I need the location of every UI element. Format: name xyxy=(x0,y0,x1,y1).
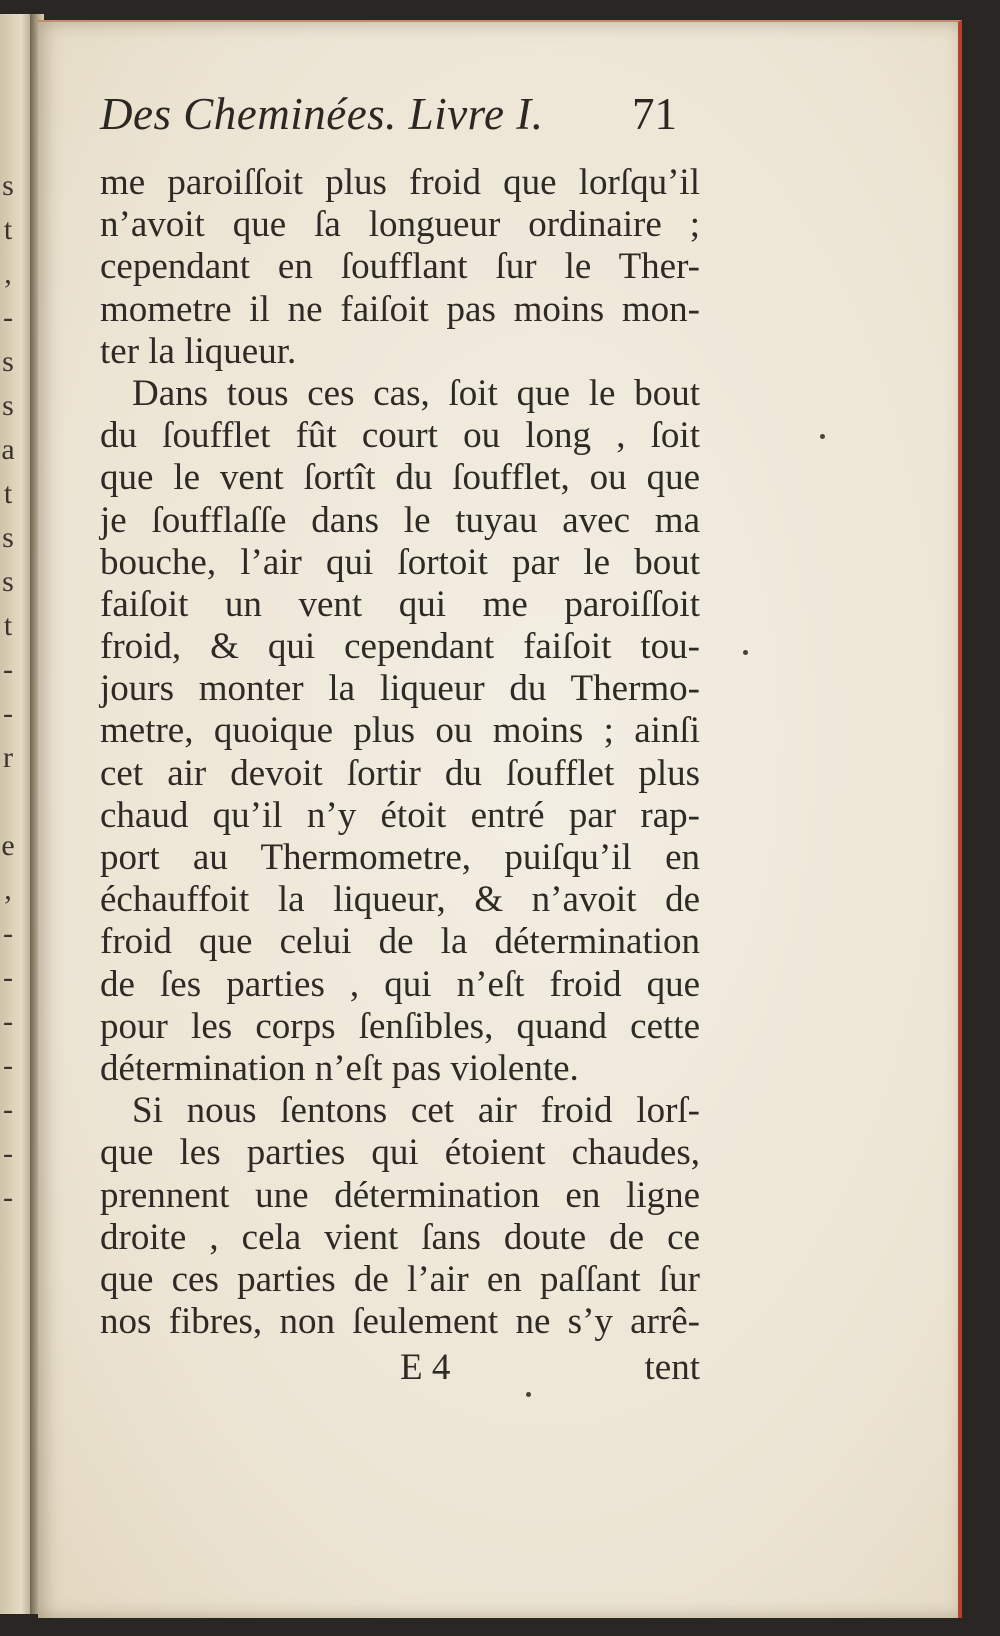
text-line: que les parties qui étoient chaudes, xyxy=(100,1132,700,1174)
page-number: 71 xyxy=(632,89,677,139)
text-line: que le vent ſortît du ſoufflet, ou que xyxy=(100,457,700,499)
facing-page-letter: - xyxy=(3,1005,13,1038)
facing-page-letter: - xyxy=(3,1093,13,1126)
facing-page-letter xyxy=(0,780,16,824)
text-line: prennent une détermination en ligne xyxy=(100,1174,700,1216)
facing-page-letter: e xyxy=(1,829,15,862)
facing-page-letter: - xyxy=(3,697,13,730)
paper-speck xyxy=(743,650,748,655)
running-title: Des Cheminées. Livre I. xyxy=(100,89,544,139)
text-line: je ſoufflaſſe dans le tuyau avec ma xyxy=(100,499,700,541)
text-line: échauffoit la liqueur, & n’avoit de xyxy=(100,879,700,921)
facing-page-letter: - xyxy=(3,1181,13,1214)
body-text xyxy=(100,162,700,1343)
facing-page-letter: - xyxy=(3,917,13,950)
catchword: tent xyxy=(644,1347,700,1388)
text-line: metre, quoique plus ou moins ; ainſi xyxy=(100,710,700,752)
paper-speck xyxy=(526,1392,531,1397)
facing-page-letter: - xyxy=(3,1137,13,1170)
page-header xyxy=(100,88,700,158)
facing-page-letter: a xyxy=(1,433,15,466)
text-line: Dans tous ces cas, ſoit que le bout xyxy=(132,372,700,414)
paper-speck xyxy=(820,434,825,439)
text-line: faiſoit un vent qui me paroiſſoit xyxy=(100,583,700,625)
text-line: me paroiſſoit plus froid que lorſqu’il xyxy=(100,162,700,203)
facing-page-letter: , xyxy=(4,257,12,290)
facing-page-letter: s xyxy=(2,565,14,598)
facing-page-letter: s xyxy=(2,169,14,202)
text-line: que ces parties de l’air en paſſant ſur xyxy=(100,1258,700,1300)
facing-page-letter: , xyxy=(4,873,12,906)
signature-mark: E 4 xyxy=(400,1347,451,1388)
text-line: ter la liqueur. xyxy=(100,330,297,372)
text-line: mometre il ne faiſoit pas moins mon- xyxy=(100,288,700,330)
text-line: froid que celui de la détermination xyxy=(100,921,700,963)
text-line: n’avoit que ſa longueur ordinaire ; xyxy=(100,204,700,246)
facing-page-letter: s xyxy=(2,521,14,554)
facing-page-letter: r xyxy=(3,741,13,774)
facing-page-letter: s xyxy=(2,389,14,422)
text-line: cet air devoit ſortir du ſoufflet plus xyxy=(100,752,700,794)
facing-page-letters xyxy=(0,164,16,1220)
text-line: détermination n’eſt pas violente. xyxy=(100,1047,579,1089)
text-line: de ſes parties , qui n’eſt froid que xyxy=(100,963,700,1005)
text-line: cependant en ſoufflant ſur le Ther- xyxy=(100,246,700,288)
facing-page-letter: t xyxy=(3,477,13,510)
text-line: droite , cela vient ſans doute de ce xyxy=(100,1216,700,1258)
facing-page-letter: - xyxy=(3,961,13,994)
facing-page-letter: - xyxy=(3,653,13,686)
page-footer xyxy=(100,1346,700,1392)
facing-page-edge xyxy=(0,14,30,1614)
facing-page-letter: t xyxy=(3,213,13,246)
text-line: du ſoufflet fût court ou long , ſoit xyxy=(100,415,700,457)
text-line: Si nous ſentons cet air froid lorſ- xyxy=(132,1090,700,1132)
text-line: pour les corps ſenſibles, quand cette xyxy=(100,1005,700,1047)
text-line: nos fibres, non ſeulement ne s’y arrê- xyxy=(100,1301,700,1343)
text-line: froid, & qui cependant faiſoit tou- xyxy=(100,626,700,668)
facing-page-letter: - xyxy=(3,1049,13,1082)
facing-page-letter: s xyxy=(2,345,14,378)
text-line: jours monter la liqueur du Thermo- xyxy=(100,668,700,710)
text-line: chaud qu’il n’y étoit entré par rap- xyxy=(100,794,700,836)
book-page xyxy=(38,20,962,1618)
text-line: port au Thermometre, puiſqu’il en xyxy=(100,837,700,878)
text-line: bouche, l’air qui ſortoit par le bout xyxy=(100,541,700,583)
facing-page-letter: - xyxy=(3,301,13,334)
facing-page-letter: t xyxy=(3,609,13,642)
